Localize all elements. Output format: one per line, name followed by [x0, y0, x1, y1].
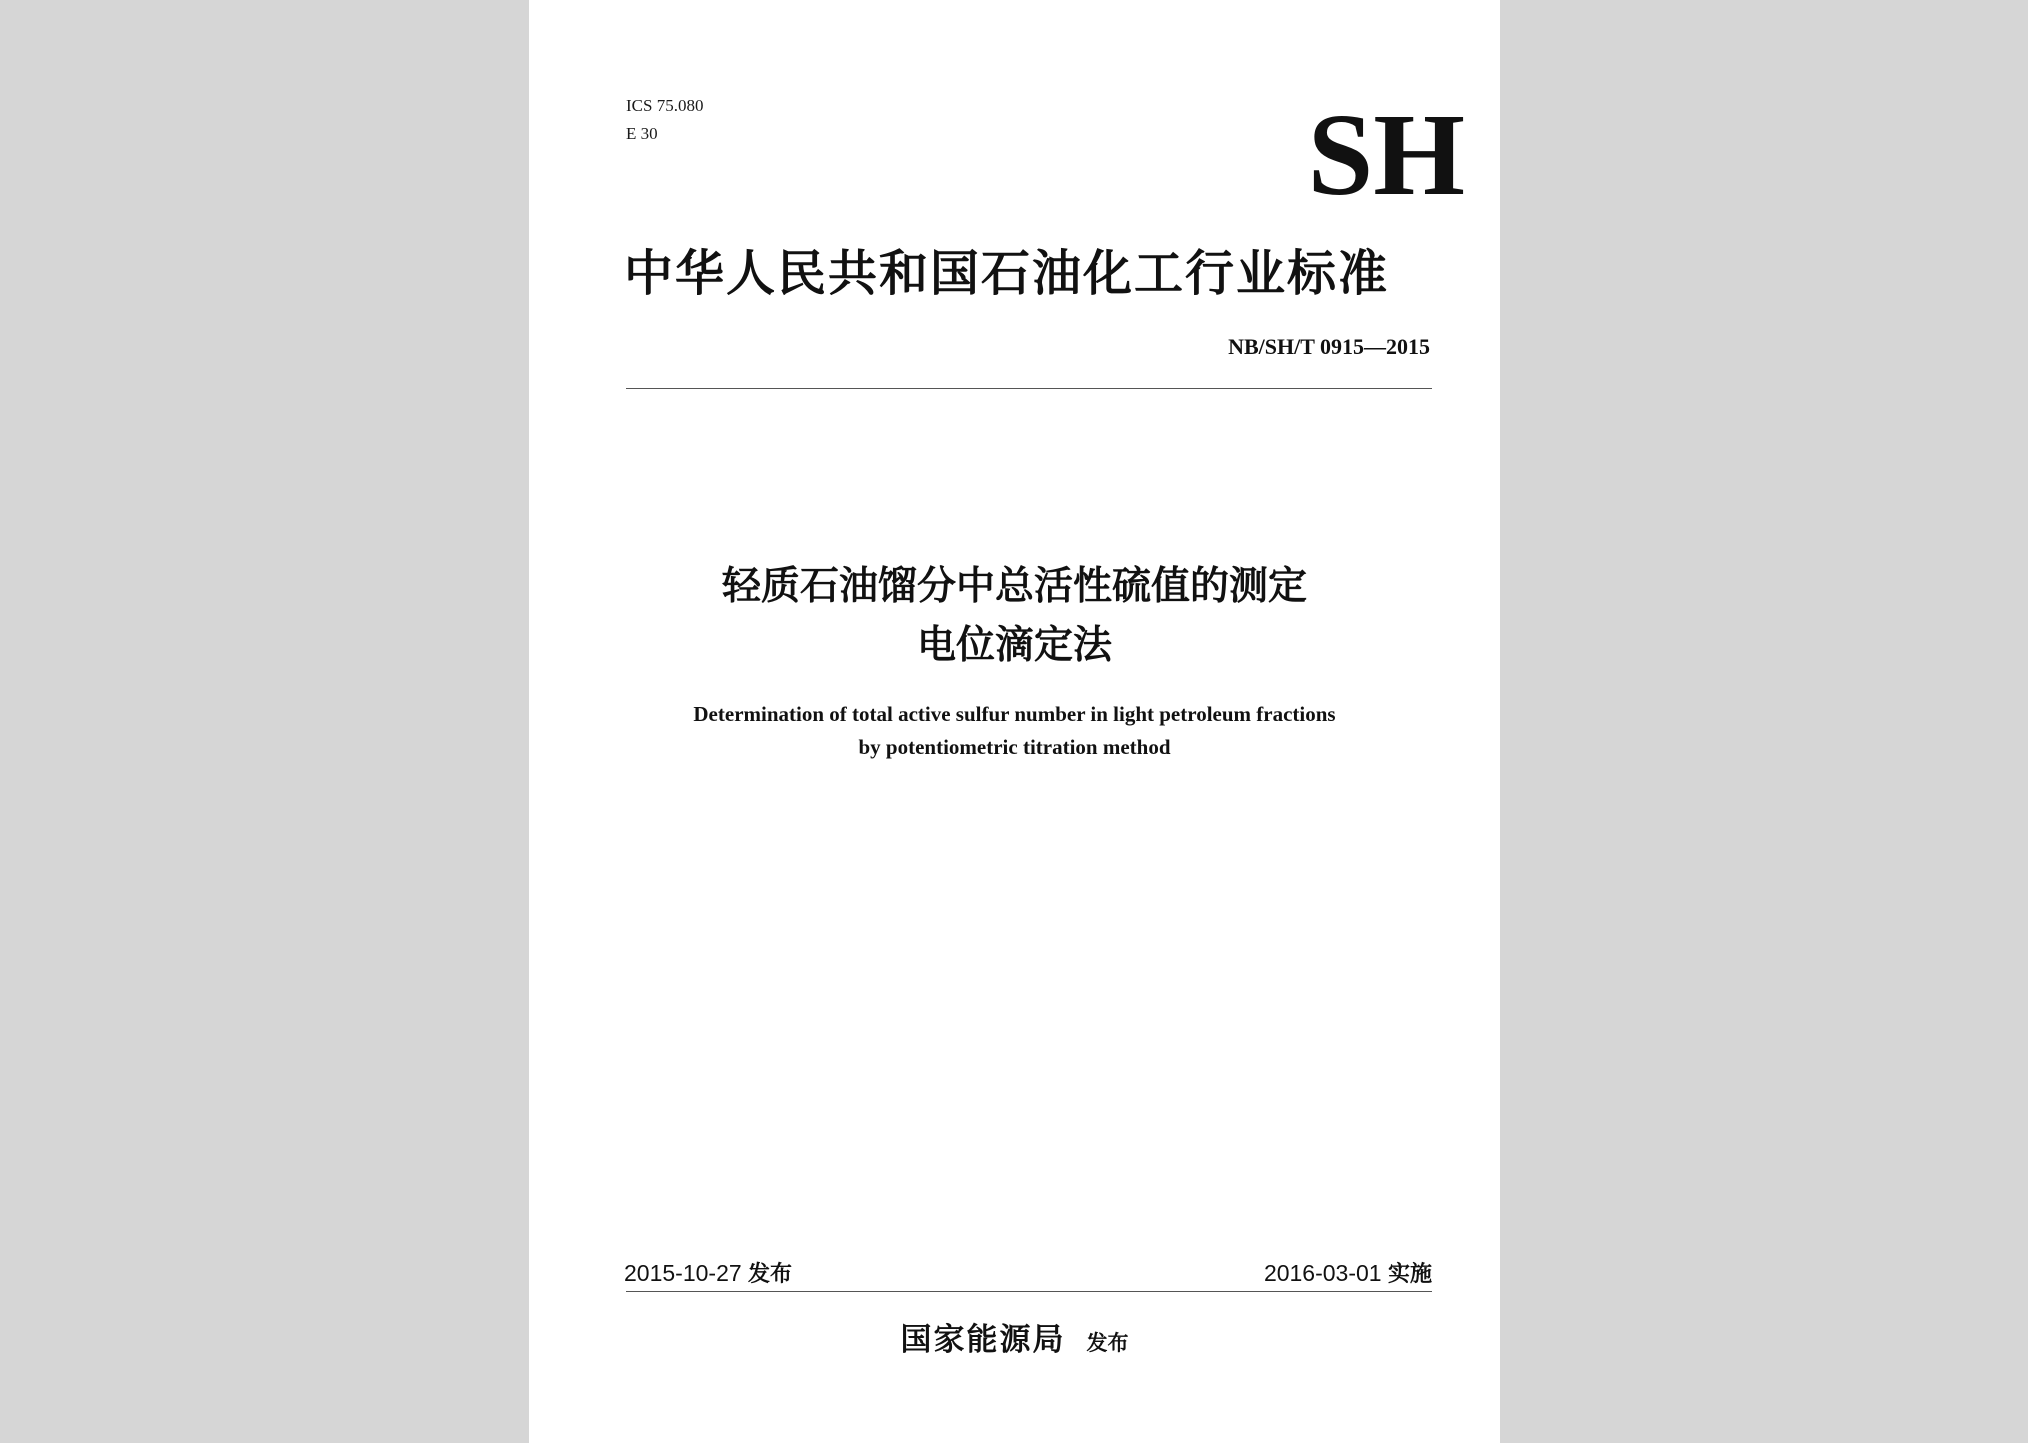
publisher-verb: 发布 — [1086, 1331, 1129, 1355]
org-title: 中华人民共和国石油化工行业标准 — [624, 245, 1390, 302]
publisher-name: 国家能源局 — [900, 1322, 1066, 1358]
svg-text:SH: SH — [1307, 96, 1465, 206]
ccs-code: E 30 — [626, 124, 658, 143]
footer-divider — [626, 1291, 1432, 1292]
implementation-label: 实施 — [1387, 1262, 1432, 1287]
title-en-line2: by potentiometric titration method — [858, 735, 1171, 759]
publisher — [529, 1318, 1500, 1367]
document-page — [529, 0, 1500, 1443]
issue-date-value: 2015-10-27 — [624, 1260, 742, 1286]
issue-label: 发布 — [748, 1262, 793, 1287]
implementation-date — [1264, 1258, 1432, 1290]
title-en-line1: Determination of total active sulfur number in light petroleum fractions — [693, 702, 1336, 726]
header-divider — [626, 388, 1432, 389]
issue-date — [624, 1258, 792, 1290]
title-cn-line2: 电位滴定法 — [916, 623, 1112, 668]
standard-number: NB/SH/T 0915—2015 — [1228, 334, 1430, 359]
implementation-date-value: 2016-03-01 — [1263, 1260, 1382, 1286]
title-cn-line1: 轻质石油馏分中总活性硫值的测定 — [721, 564, 1307, 609]
ics-code: ICS 75.080 — [626, 96, 704, 115]
sh-logo — [1269, 96, 1465, 206]
